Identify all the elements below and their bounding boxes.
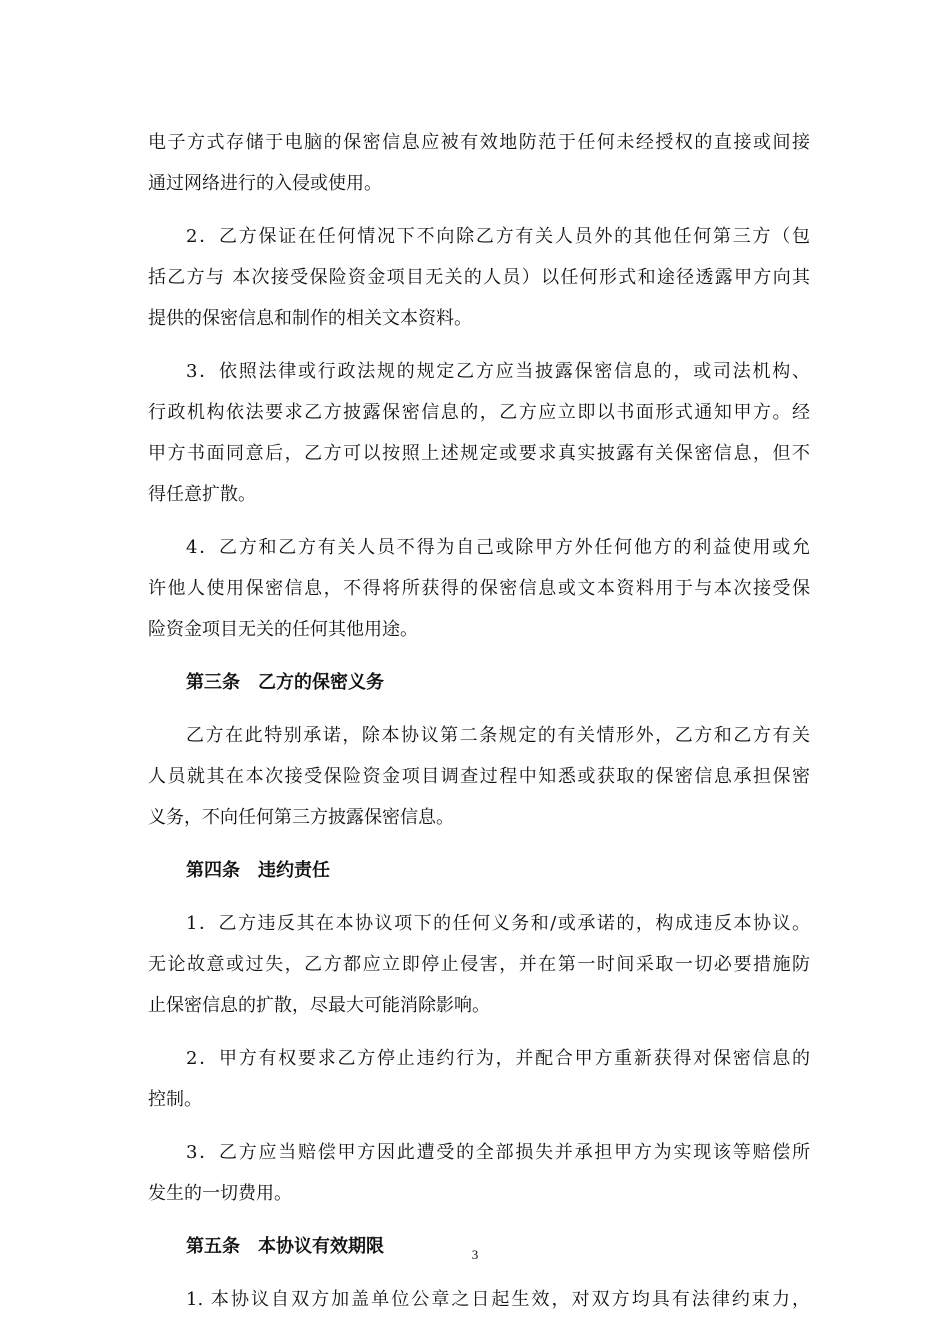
- text-line: 提供的保密信息和制作的相关文本资料。: [148, 308, 472, 329]
- text-line: 行政机构依法要求乙方披露保密信息的，乙方应立即以书面形式通知甲方。经: [148, 402, 810, 423]
- section-heading: 第三条 乙方的保密义务: [186, 672, 384, 693]
- paragraph: [148, 122, 810, 204]
- paragraph: [148, 903, 810, 1026]
- text-line: 2．甲方有权要求乙方停止违约行为，并配合甲方重新获得对保密信息的: [186, 1048, 810, 1069]
- section-heading: 第五条 本协议有效期限: [186, 1236, 384, 1257]
- text-line: 无论故意或过失，乙方都应立即停止侵害，并在第一时间采取一切必要措施防: [148, 954, 810, 975]
- paragraph: [148, 1038, 810, 1120]
- section-heading: 第四条 违约责任: [186, 860, 330, 881]
- page-body: [148, 122, 810, 1332]
- text-line: 括乙方与 本次接受保险资金项目无关的人员）以任何形式和途径透露甲方向其: [148, 267, 810, 288]
- text-line: 3．乙方应当赔偿甲方因此遭受的全部损失并承担甲方为实现该等赔偿所: [186, 1142, 810, 1163]
- text-line: 止保密信息的扩散，尽最大可能消除影响。: [148, 995, 490, 1016]
- paragraph: [148, 527, 810, 650]
- page-number: 3: [471, 1247, 479, 1262]
- text-line: 人员就其在本次接受保险资金项目调查过程中知悉或获取的保密信息承担保密: [148, 766, 810, 787]
- text-line: 1. 本协议自双方加盖单位公章之日起生效，对双方均具有法律约束力，: [186, 1289, 810, 1310]
- text-line: 2．乙方保证在任何情况下不向除乙方有关人员外的其他任何第三方（包: [186, 226, 810, 247]
- text-line: 通过网络进行的入侵或使用。: [148, 173, 382, 194]
- text-line: 甲方书面同意后，乙方可以按照上述规定或要求真实披露有关保密信息，但不: [148, 443, 810, 464]
- paragraph: [148, 1132, 810, 1214]
- text-line: 3．依照法律或行政法规的规定乙方应当披露保密信息的，或司法机构、: [186, 361, 810, 382]
- text-line: 险资金项目无关的任何其他用途。: [148, 619, 418, 640]
- text-line: 发生的一切费用。: [148, 1183, 292, 1204]
- text-line: 乙方在此特别承诺，除本协议第二条规定的有关情形外，乙方和乙方有关: [186, 725, 810, 746]
- text-line: 控制。: [148, 1089, 202, 1110]
- paragraph: [148, 351, 810, 515]
- paragraph: [148, 715, 810, 838]
- text-line: 4．乙方和乙方有关人员不得为自己或除甲方外任何他方的利益使用或允: [186, 537, 810, 558]
- paragraph: [148, 216, 810, 339]
- text-line: 义务，不向任何第三方披露保密信息。: [148, 807, 454, 828]
- paragraph: [148, 1279, 810, 1320]
- text-line: 许他人使用保密信息，不得将所获得的保密信息或文本资料用于与本次接受保: [148, 578, 810, 599]
- text-line: 电子方式存储于电脑的保密信息应被有效地防范于任何未经授权的直接或间接: [148, 132, 810, 153]
- text-line: 得任意扩散。: [148, 484, 256, 505]
- text-line: 1．乙方违反其在本协议项下的任何义务和/或承诺的，构成违反本协议。: [186, 913, 810, 934]
